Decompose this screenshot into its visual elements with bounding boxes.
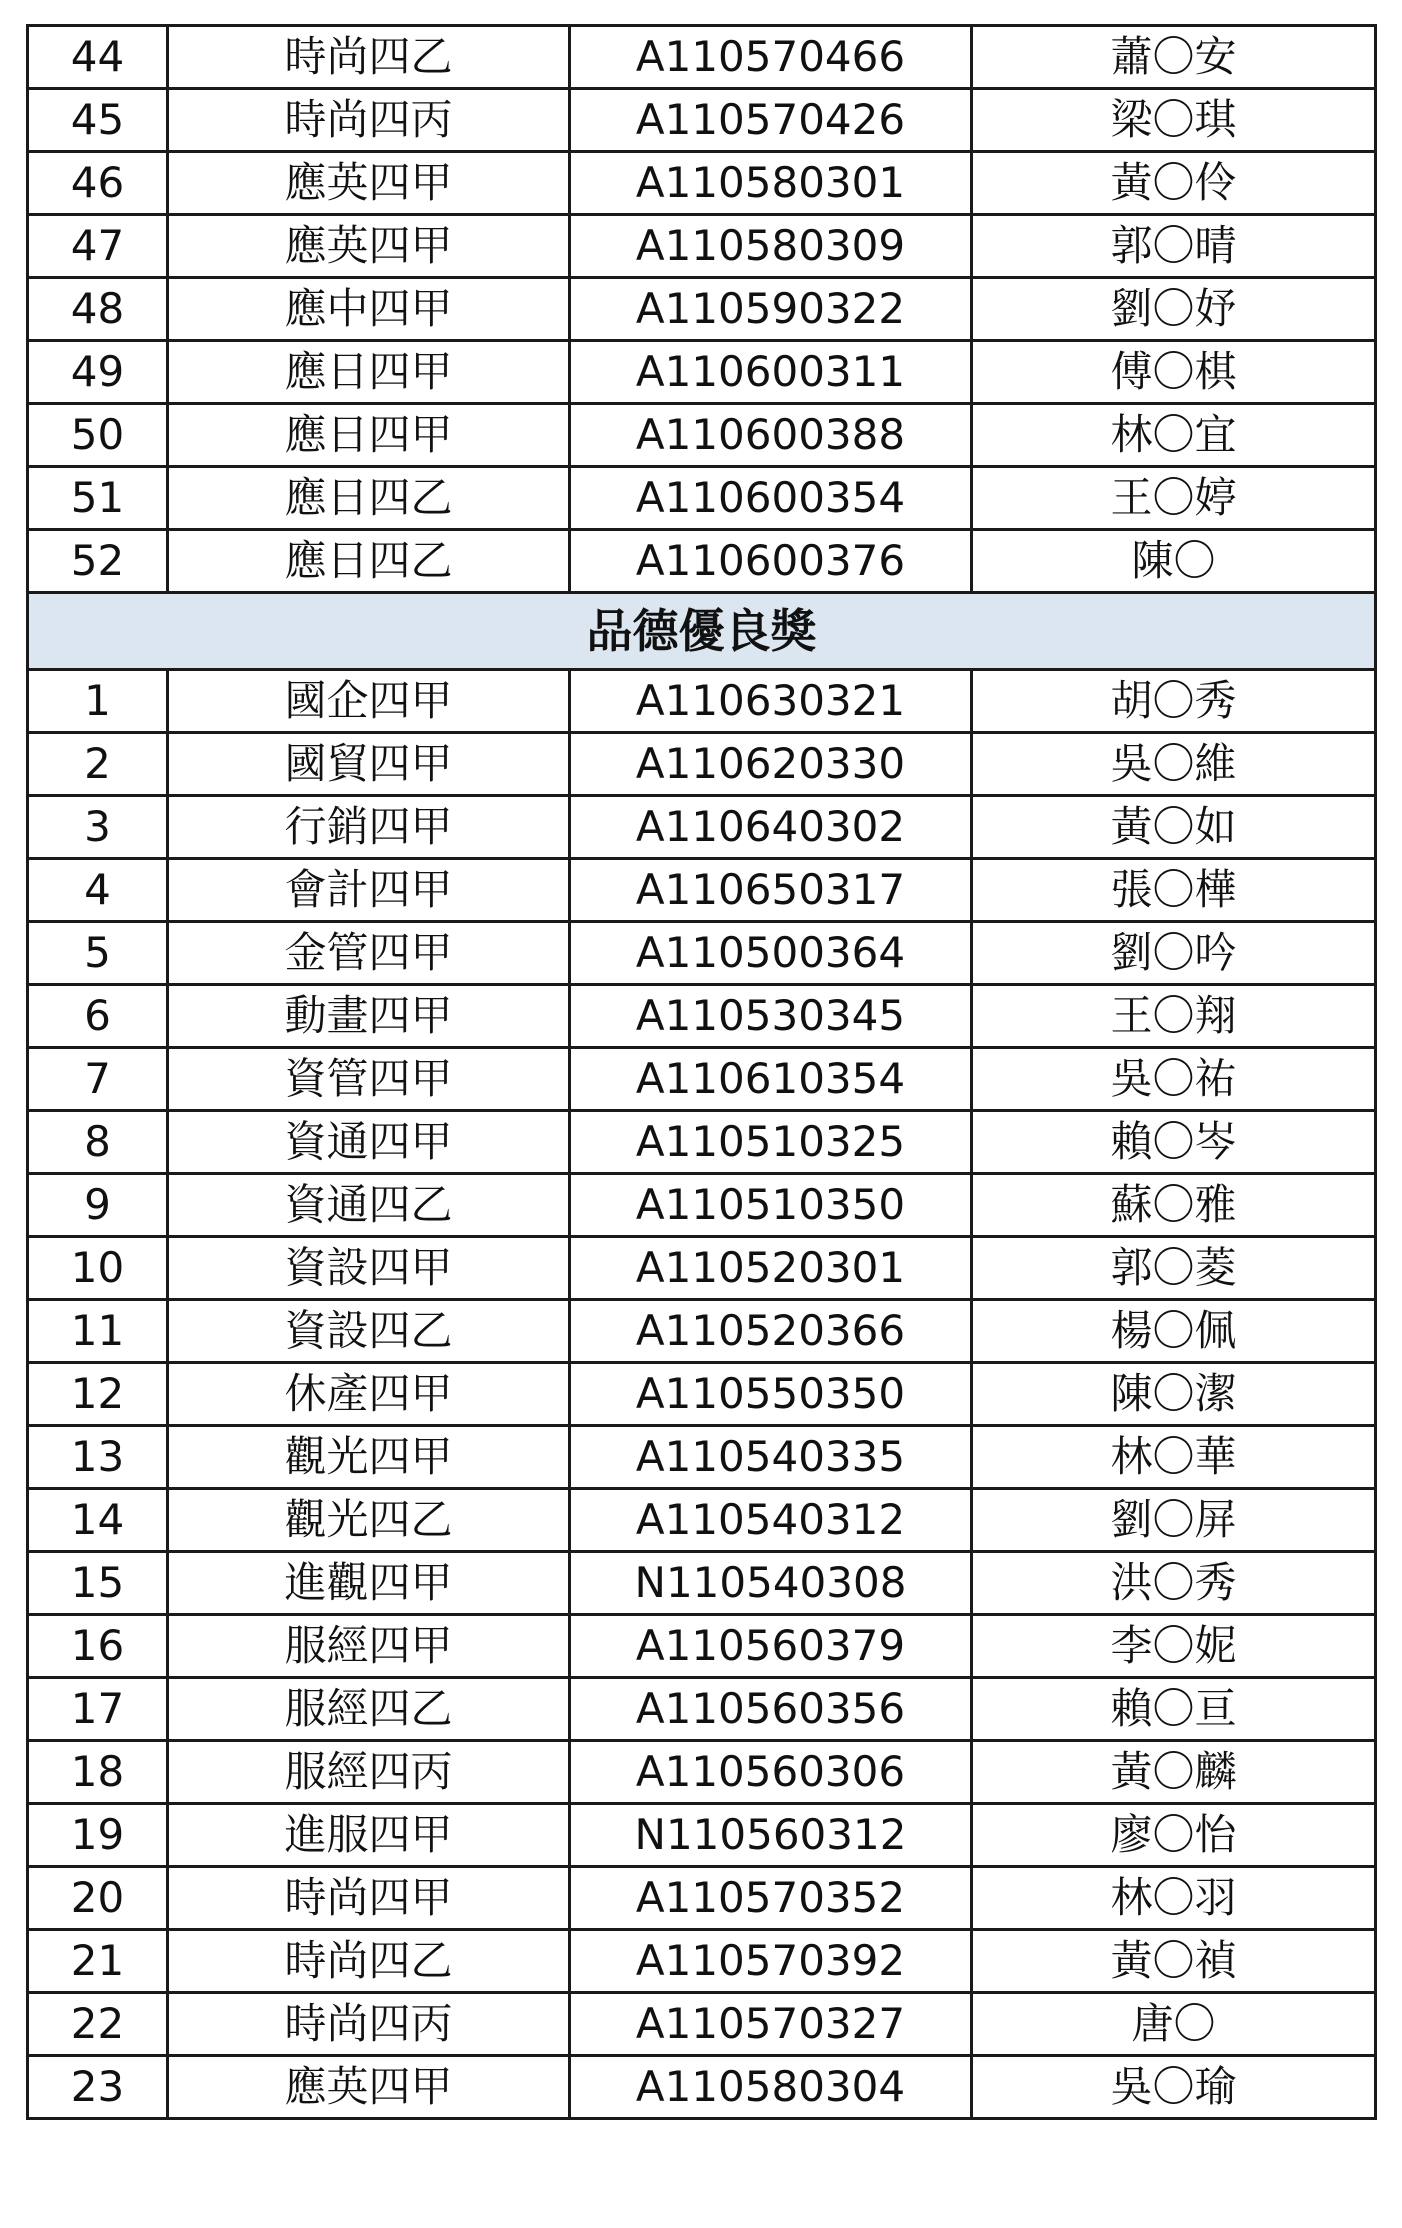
student-name-cell: 胡〇秀	[972, 670, 1376, 733]
row-number-cell: 2	[28, 733, 168, 796]
student-id-cell: A110600354	[570, 467, 972, 530]
student-id-cell: A110560379	[570, 1615, 972, 1678]
student-id-cell: A110500364	[570, 922, 972, 985]
row-number-cell: 11	[28, 1300, 168, 1363]
class-cell: 服經四丙	[168, 1741, 570, 1804]
student-name-cell: 郭〇菱	[972, 1237, 1376, 1300]
student-name-cell: 賴〇岑	[972, 1111, 1376, 1174]
class-cell: 應英四甲	[168, 152, 570, 215]
student-id-cell: A110540312	[570, 1489, 972, 1552]
student-id-cell: A110580301	[570, 152, 972, 215]
row-number-cell: 4	[28, 859, 168, 922]
student-name-cell: 李〇妮	[972, 1615, 1376, 1678]
student-id-cell: A110530345	[570, 985, 972, 1048]
class-cell: 時尚四乙	[168, 1930, 570, 1993]
student-name-cell: 黃〇禎	[972, 1930, 1376, 1993]
row-number-cell: 17	[28, 1678, 168, 1741]
student-name-cell: 劉〇吟	[972, 922, 1376, 985]
student-id-cell: A110580304	[570, 2056, 972, 2119]
row-number-cell: 44	[28, 26, 168, 89]
student-id-cell: A110570466	[570, 26, 972, 89]
table-row	[28, 278, 1376, 341]
row-number-cell: 15	[28, 1552, 168, 1615]
student-name-cell: 劉〇妤	[972, 278, 1376, 341]
table-row	[28, 1048, 1376, 1111]
row-number-cell: 7	[28, 1048, 168, 1111]
class-cell: 應日四乙	[168, 467, 570, 530]
student-id-cell: A110590322	[570, 278, 972, 341]
table-row	[28, 1867, 1376, 1930]
table-row	[28, 985, 1376, 1048]
table-row	[28, 26, 1376, 89]
class-cell: 觀光四乙	[168, 1489, 570, 1552]
award-list-table	[26, 24, 1377, 2120]
student-name-cell: 唐〇	[972, 1993, 1376, 2056]
table-row	[28, 89, 1376, 152]
student-id-cell: A110510350	[570, 1174, 972, 1237]
student-name-cell: 林〇羽	[972, 1867, 1376, 1930]
table-row	[28, 152, 1376, 215]
section-header-row	[28, 593, 1376, 670]
student-name-cell: 梁〇琪	[972, 89, 1376, 152]
row-number-cell: 22	[28, 1993, 168, 2056]
student-id-cell: A110620330	[570, 733, 972, 796]
row-number-cell: 19	[28, 1804, 168, 1867]
row-number-cell: 49	[28, 341, 168, 404]
student-id-cell: N110560312	[570, 1804, 972, 1867]
student-id-cell: A110550350	[570, 1363, 972, 1426]
class-cell: 服經四甲	[168, 1615, 570, 1678]
table-row	[28, 1678, 1376, 1741]
table-row	[28, 1237, 1376, 1300]
student-name-cell: 傅〇棋	[972, 341, 1376, 404]
class-cell: 國企四甲	[168, 670, 570, 733]
student-name-cell: 林〇華	[972, 1426, 1376, 1489]
row-number-cell: 8	[28, 1111, 168, 1174]
student-id-cell: A110520301	[570, 1237, 972, 1300]
section-title: 品德優良獎	[28, 593, 1376, 670]
table-row	[28, 670, 1376, 733]
student-id-cell: A110580309	[570, 215, 972, 278]
class-cell: 應日四甲	[168, 404, 570, 467]
row-number-cell: 3	[28, 796, 168, 859]
class-cell: 金管四甲	[168, 922, 570, 985]
class-cell: 應英四甲	[168, 215, 570, 278]
row-number-cell: 45	[28, 89, 168, 152]
student-name-cell: 黃〇如	[972, 796, 1376, 859]
student-name-cell: 吳〇祐	[972, 1048, 1376, 1111]
student-name-cell: 楊〇佩	[972, 1300, 1376, 1363]
row-number-cell: 23	[28, 2056, 168, 2119]
student-id-cell: A110520366	[570, 1300, 972, 1363]
row-number-cell: 46	[28, 152, 168, 215]
table-row	[28, 1552, 1376, 1615]
student-name-cell: 吳〇瑜	[972, 2056, 1376, 2119]
row-number-cell: 48	[28, 278, 168, 341]
row-number-cell: 9	[28, 1174, 168, 1237]
row-number-cell: 20	[28, 1867, 168, 1930]
class-cell: 休產四甲	[168, 1363, 570, 1426]
row-number-cell: 5	[28, 922, 168, 985]
class-cell: 資通四甲	[168, 1111, 570, 1174]
table-row	[28, 1174, 1376, 1237]
student-id-cell: A110540335	[570, 1426, 972, 1489]
class-cell: 資設四乙	[168, 1300, 570, 1363]
class-cell: 時尚四丙	[168, 89, 570, 152]
class-cell: 觀光四甲	[168, 1426, 570, 1489]
table-row	[28, 1111, 1376, 1174]
table-row	[28, 341, 1376, 404]
table-row	[28, 1993, 1376, 2056]
table-row	[28, 796, 1376, 859]
row-number-cell: 12	[28, 1363, 168, 1426]
class-cell: 進觀四甲	[168, 1552, 570, 1615]
student-name-cell: 蘇〇雅	[972, 1174, 1376, 1237]
table-row	[28, 1930, 1376, 1993]
student-id-cell: A110560306	[570, 1741, 972, 1804]
row-number-cell: 47	[28, 215, 168, 278]
table-row	[28, 530, 1376, 593]
row-number-cell: 21	[28, 1930, 168, 1993]
student-id-cell: A110570426	[570, 89, 972, 152]
table-row	[28, 1615, 1376, 1678]
table-row	[28, 922, 1376, 985]
student-id-cell: A110630321	[570, 670, 972, 733]
student-name-cell: 陳〇潔	[972, 1363, 1376, 1426]
table-row	[28, 859, 1376, 922]
student-name-cell: 林〇宜	[972, 404, 1376, 467]
table-row	[28, 1363, 1376, 1426]
class-cell: 時尚四乙	[168, 26, 570, 89]
award-list-body	[28, 26, 1376, 2119]
table-row	[28, 2056, 1376, 2119]
table-row	[28, 1489, 1376, 1552]
student-id-cell: A110640302	[570, 796, 972, 859]
student-name-cell: 王〇婷	[972, 467, 1376, 530]
row-number-cell: 10	[28, 1237, 168, 1300]
student-name-cell: 黃〇伶	[972, 152, 1376, 215]
table-row	[28, 1426, 1376, 1489]
class-cell: 資管四甲	[168, 1048, 570, 1111]
student-name-cell: 陳〇	[972, 530, 1376, 593]
class-cell: 時尚四丙	[168, 1993, 570, 2056]
table-row	[28, 1300, 1376, 1363]
table-row	[28, 467, 1376, 530]
class-cell: 資通四乙	[168, 1174, 570, 1237]
class-cell: 動畫四甲	[168, 985, 570, 1048]
student-name-cell: 王〇翔	[972, 985, 1376, 1048]
table-row	[28, 215, 1376, 278]
class-cell: 應日四甲	[168, 341, 570, 404]
class-cell: 應中四甲	[168, 278, 570, 341]
class-cell: 進服四甲	[168, 1804, 570, 1867]
student-id-cell: A110600376	[570, 530, 972, 593]
class-cell: 會計四甲	[168, 859, 570, 922]
student-name-cell: 吳〇維	[972, 733, 1376, 796]
student-id-cell: N110540308	[570, 1552, 972, 1615]
row-number-cell: 16	[28, 1615, 168, 1678]
row-number-cell: 50	[28, 404, 168, 467]
student-name-cell: 郭〇晴	[972, 215, 1376, 278]
row-number-cell: 1	[28, 670, 168, 733]
student-id-cell: A110600311	[570, 341, 972, 404]
student-name-cell: 廖〇怡	[972, 1804, 1376, 1867]
class-cell: 國貿四甲	[168, 733, 570, 796]
class-cell: 行銷四甲	[168, 796, 570, 859]
student-id-cell: A110570352	[570, 1867, 972, 1930]
student-id-cell: A110650317	[570, 859, 972, 922]
student-name-cell: 蕭〇安	[972, 26, 1376, 89]
table-row	[28, 1804, 1376, 1867]
student-name-cell: 張〇樺	[972, 859, 1376, 922]
row-number-cell: 18	[28, 1741, 168, 1804]
row-number-cell: 6	[28, 985, 168, 1048]
row-number-cell: 52	[28, 530, 168, 593]
student-name-cell: 劉〇屏	[972, 1489, 1376, 1552]
student-id-cell: A110570392	[570, 1930, 972, 1993]
row-number-cell: 51	[28, 467, 168, 530]
class-cell: 資設四甲	[168, 1237, 570, 1300]
row-number-cell: 14	[28, 1489, 168, 1552]
student-id-cell: A110570327	[570, 1993, 972, 2056]
student-name-cell: 洪〇秀	[972, 1552, 1376, 1615]
table-row	[28, 1741, 1376, 1804]
student-id-cell: A110560356	[570, 1678, 972, 1741]
class-cell: 應日四乙	[168, 530, 570, 593]
class-cell: 應英四甲	[168, 2056, 570, 2119]
student-id-cell: A110510325	[570, 1111, 972, 1174]
student-name-cell: 黃〇麟	[972, 1741, 1376, 1804]
class-cell: 服經四乙	[168, 1678, 570, 1741]
table-row	[28, 733, 1376, 796]
row-number-cell: 13	[28, 1426, 168, 1489]
student-id-cell: A110600388	[570, 404, 972, 467]
class-cell: 時尚四甲	[168, 1867, 570, 1930]
student-name-cell: 賴〇亘	[972, 1678, 1376, 1741]
table-row	[28, 404, 1376, 467]
student-id-cell: A110610354	[570, 1048, 972, 1111]
